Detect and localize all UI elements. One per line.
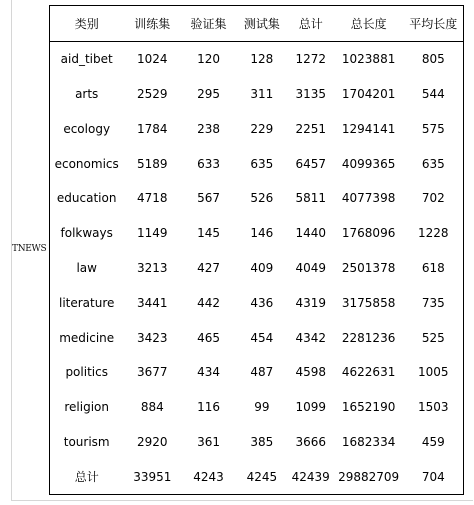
cell-train: 3423 bbox=[137, 330, 168, 345]
cell-test: 385 bbox=[250, 434, 274, 449]
cell-average-length: 635 bbox=[421, 156, 445, 171]
cell-train: 3213 bbox=[137, 260, 168, 275]
table-row bbox=[50, 425, 464, 460]
cell-total: 3135 bbox=[295, 86, 326, 101]
cell-train: 1024 bbox=[137, 52, 168, 67]
cell-validation: 633 bbox=[197, 156, 221, 171]
cell-category: aid_tibet bbox=[60, 52, 113, 67]
cell-average-length: 1503 bbox=[418, 400, 449, 415]
cell-average-length: 735 bbox=[421, 295, 445, 310]
cell-total-length: 4077398 bbox=[341, 191, 396, 206]
cell-total: 5811 bbox=[295, 191, 326, 206]
cell-total-length: 4099365 bbox=[341, 156, 396, 171]
cell-category: literature bbox=[58, 295, 115, 310]
cell-validation: 361 bbox=[197, 434, 221, 449]
cell-validation: 120 bbox=[197, 52, 221, 67]
cell-train: 1784 bbox=[137, 121, 168, 136]
cell-validation: 434 bbox=[197, 365, 221, 380]
cell-total-length: 1768096 bbox=[341, 226, 396, 241]
table-row bbox=[50, 320, 464, 355]
cell-category: economics bbox=[54, 156, 119, 171]
dataset-statistics-table bbox=[49, 5, 464, 495]
cell-total-length: 1652190 bbox=[341, 400, 396, 415]
cell-validation: 465 bbox=[197, 330, 221, 345]
cell-total: 4049 bbox=[295, 260, 326, 275]
cell-train: 4718 bbox=[137, 191, 168, 206]
cell-validation: 4243 bbox=[193, 469, 224, 484]
cell-train: 884 bbox=[140, 400, 164, 415]
table-row bbox=[50, 355, 464, 390]
cell-total-length: 4622631 bbox=[341, 365, 396, 380]
cell-total: 3666 bbox=[295, 434, 326, 449]
cell-total: 1440 bbox=[295, 226, 326, 241]
header-validation: 验证集 bbox=[181, 6, 236, 42]
cell-average-length: 704 bbox=[421, 469, 445, 484]
cell-train: 33951 bbox=[133, 469, 172, 484]
cell-test: 487 bbox=[250, 365, 274, 380]
cell-average-length: 618 bbox=[421, 260, 445, 275]
cell-train: 5189 bbox=[137, 156, 168, 171]
cell-test: 128 bbox=[250, 52, 274, 67]
cell-category: law bbox=[76, 260, 97, 275]
table-row-total bbox=[50, 459, 464, 494]
cell-test: 436 bbox=[250, 295, 274, 310]
cell-train: 3441 bbox=[137, 295, 168, 310]
header-row bbox=[50, 6, 464, 42]
cell-total: 4598 bbox=[295, 365, 326, 380]
cell-category: arts bbox=[75, 86, 99, 101]
cell-train: 2920 bbox=[137, 434, 168, 449]
cell-validation: 427 bbox=[197, 260, 221, 275]
cell-test: 635 bbox=[250, 156, 274, 171]
cell-validation: 567 bbox=[197, 191, 221, 206]
cell-validation: 238 bbox=[197, 121, 221, 136]
cell-total: 1272 bbox=[295, 52, 326, 67]
cell-category: tourism bbox=[63, 434, 110, 449]
cell-total: 4342 bbox=[295, 330, 326, 345]
cell-train: 2529 bbox=[137, 86, 168, 101]
table-row bbox=[50, 181, 464, 216]
cell-total: 4319 bbox=[295, 295, 326, 310]
cell-average-length: 525 bbox=[421, 330, 445, 345]
cell-average-length: 459 bbox=[421, 434, 445, 449]
cell-category: 总计 bbox=[74, 470, 99, 485]
table-row bbox=[50, 216, 464, 251]
header-total-length: 总长度 bbox=[334, 6, 404, 42]
table-row bbox=[50, 146, 464, 181]
cell-total-length: 1704201 bbox=[341, 86, 396, 101]
cell-validation: 116 bbox=[197, 400, 221, 415]
cell-test: 526 bbox=[250, 191, 274, 206]
header-category: 类别 bbox=[50, 6, 124, 42]
cell-total: 1099 bbox=[295, 400, 326, 415]
cell-total-length: 1294141 bbox=[341, 121, 396, 136]
header-average-length: 平均长度 bbox=[404, 6, 464, 42]
table-row bbox=[50, 77, 464, 112]
cell-total: 42439 bbox=[291, 469, 330, 484]
cell-total: 6457 bbox=[295, 156, 326, 171]
cell-total-length: 2281236 bbox=[341, 330, 396, 345]
table-row bbox=[50, 390, 464, 425]
cell-average-length: 544 bbox=[421, 86, 445, 101]
cell-test: 409 bbox=[250, 260, 274, 275]
cell-total-length: 1023881 bbox=[341, 52, 396, 67]
header-train: 训练集 bbox=[123, 6, 181, 42]
cell-test: 311 bbox=[250, 86, 274, 101]
cell-category: education bbox=[56, 191, 117, 206]
cell-average-length: 805 bbox=[421, 52, 445, 67]
cell-category: medicine bbox=[59, 330, 115, 345]
cell-validation: 295 bbox=[197, 86, 221, 101]
cell-category: religion bbox=[64, 400, 109, 415]
cell-average-length: 575 bbox=[421, 121, 445, 136]
cell-category: politics bbox=[65, 365, 108, 380]
cell-average-length: 1228 bbox=[418, 226, 449, 241]
cell-total-length: 29882709 bbox=[338, 469, 400, 484]
cell-test: 4245 bbox=[246, 469, 278, 484]
cell-train: 1149 bbox=[137, 226, 168, 241]
cell-total-length: 1682334 bbox=[341, 434, 396, 449]
cell-test: 146 bbox=[250, 226, 274, 241]
cell-total: 2251 bbox=[295, 121, 326, 136]
cell-test: 99 bbox=[254, 400, 270, 415]
header-total: 总计 bbox=[288, 6, 334, 42]
table-row bbox=[50, 41, 464, 76]
cell-validation: 442 bbox=[197, 295, 221, 310]
cell-test: 454 bbox=[250, 330, 274, 345]
cell-total-length: 3175858 bbox=[341, 295, 396, 310]
cell-category: folkways bbox=[60, 226, 113, 241]
cell-average-length: 702 bbox=[421, 191, 445, 206]
table-row bbox=[50, 111, 464, 146]
dataset-label: TNEWS bbox=[12, 244, 47, 254]
cell-train: 3677 bbox=[137, 365, 168, 380]
cell-test: 229 bbox=[250, 121, 274, 136]
cell-validation: 145 bbox=[197, 226, 221, 241]
header-test: 测试集 bbox=[236, 6, 288, 42]
table-row bbox=[50, 251, 464, 286]
cell-total-length: 2501378 bbox=[341, 260, 396, 275]
table-row bbox=[50, 285, 464, 320]
cell-category: ecology bbox=[63, 121, 111, 136]
cell-average-length: 1005 bbox=[418, 365, 449, 380]
